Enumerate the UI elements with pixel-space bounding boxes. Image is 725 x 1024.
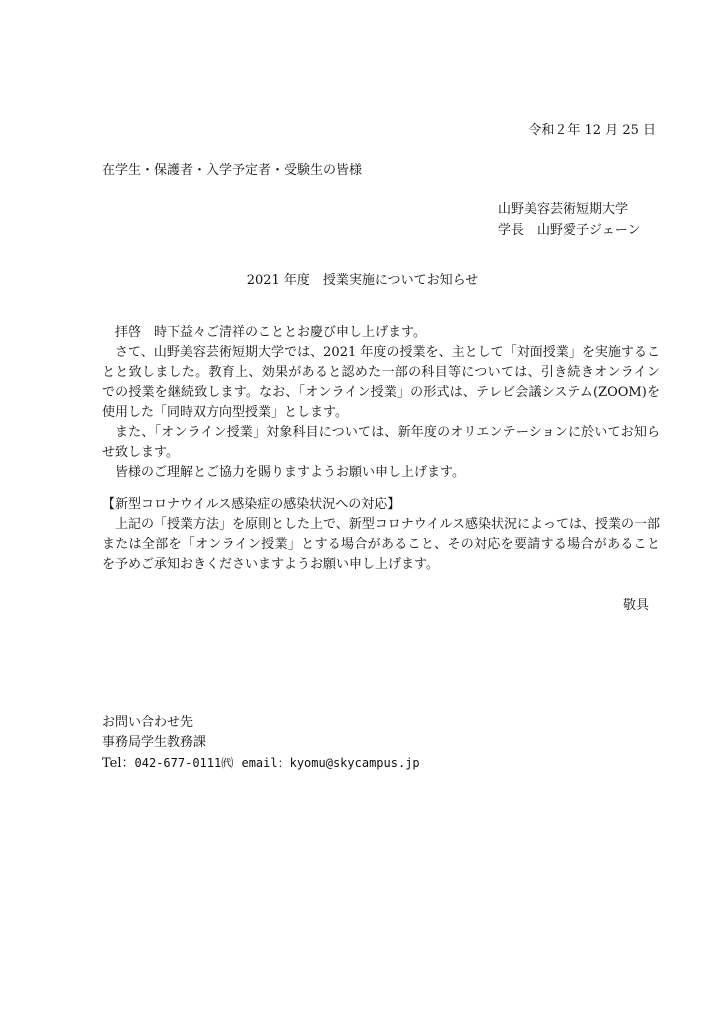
- section-heading: 【新型コロナウイルス感染症の感染状況への対応】: [102, 497, 401, 512]
- document-title: 2021 年度 授業実施についてお知らせ: [246, 273, 479, 288]
- closing-word: 敬具: [622, 598, 649, 613]
- body-paragraph: 皆様のご理解とご協力を賜りますようお願い申し上げます。: [115, 465, 465, 480]
- body-paragraph: また、「オンライン授業」対象科目については、新年度のオリエンテーションに於いてお知らせ致します。: [102, 425, 660, 460]
- sender-organization: 山野美容芸術短期大学: [498, 202, 629, 217]
- covid-section: [102, 495, 660, 575]
- document-date: 令和２年 12 月 25 日: [528, 123, 656, 138]
- email-label: email：: [241, 756, 290, 770]
- body-paragraph: さて、山野美容芸術短期大学では、2021 年度の授業を、主として「対面授業」を実施することと致しました。教育上、効果があると認めた一部の科目等については、引き続きオンラインでの授業を継続致します。なお、「オンライン授業」の形式は、テレビ会議システム(ZOOM)を使用した「同時双方向型授業」とします。: [102, 345, 660, 420]
- contact-block: [102, 713, 420, 774]
- contact-department: 事務局学生教務課: [102, 735, 207, 750]
- greeting-paragraph: 拝啓 時下益々ご清祥のこととお慶び申し上げます。: [115, 325, 426, 340]
- tel-label: Tel：: [102, 756, 135, 771]
- section-paragraph: 上記の「授業方法」を原則とした上で、新型コロナウイルス感染状況によっては、授業の一部または全部を「オンライン授業」とする場合があること、その対応を要請する場合があることを予めご承知おきくださいますようお願い申し上げます。: [102, 517, 660, 572]
- body-text: [102, 323, 660, 483]
- tel-number: 042-677-0111㈹: [134, 756, 234, 770]
- addressee: 在学生・保護者・入学予定者・受験生の皆様: [102, 163, 363, 178]
- contact-line: [102, 753, 420, 774]
- email-address[interactable]: kyomu@skycampus.jp: [289, 756, 420, 770]
- sender-title-name: 学長 山野愛子ジェーン: [498, 223, 641, 238]
- contact-label: お問い合わせ先: [102, 715, 194, 730]
